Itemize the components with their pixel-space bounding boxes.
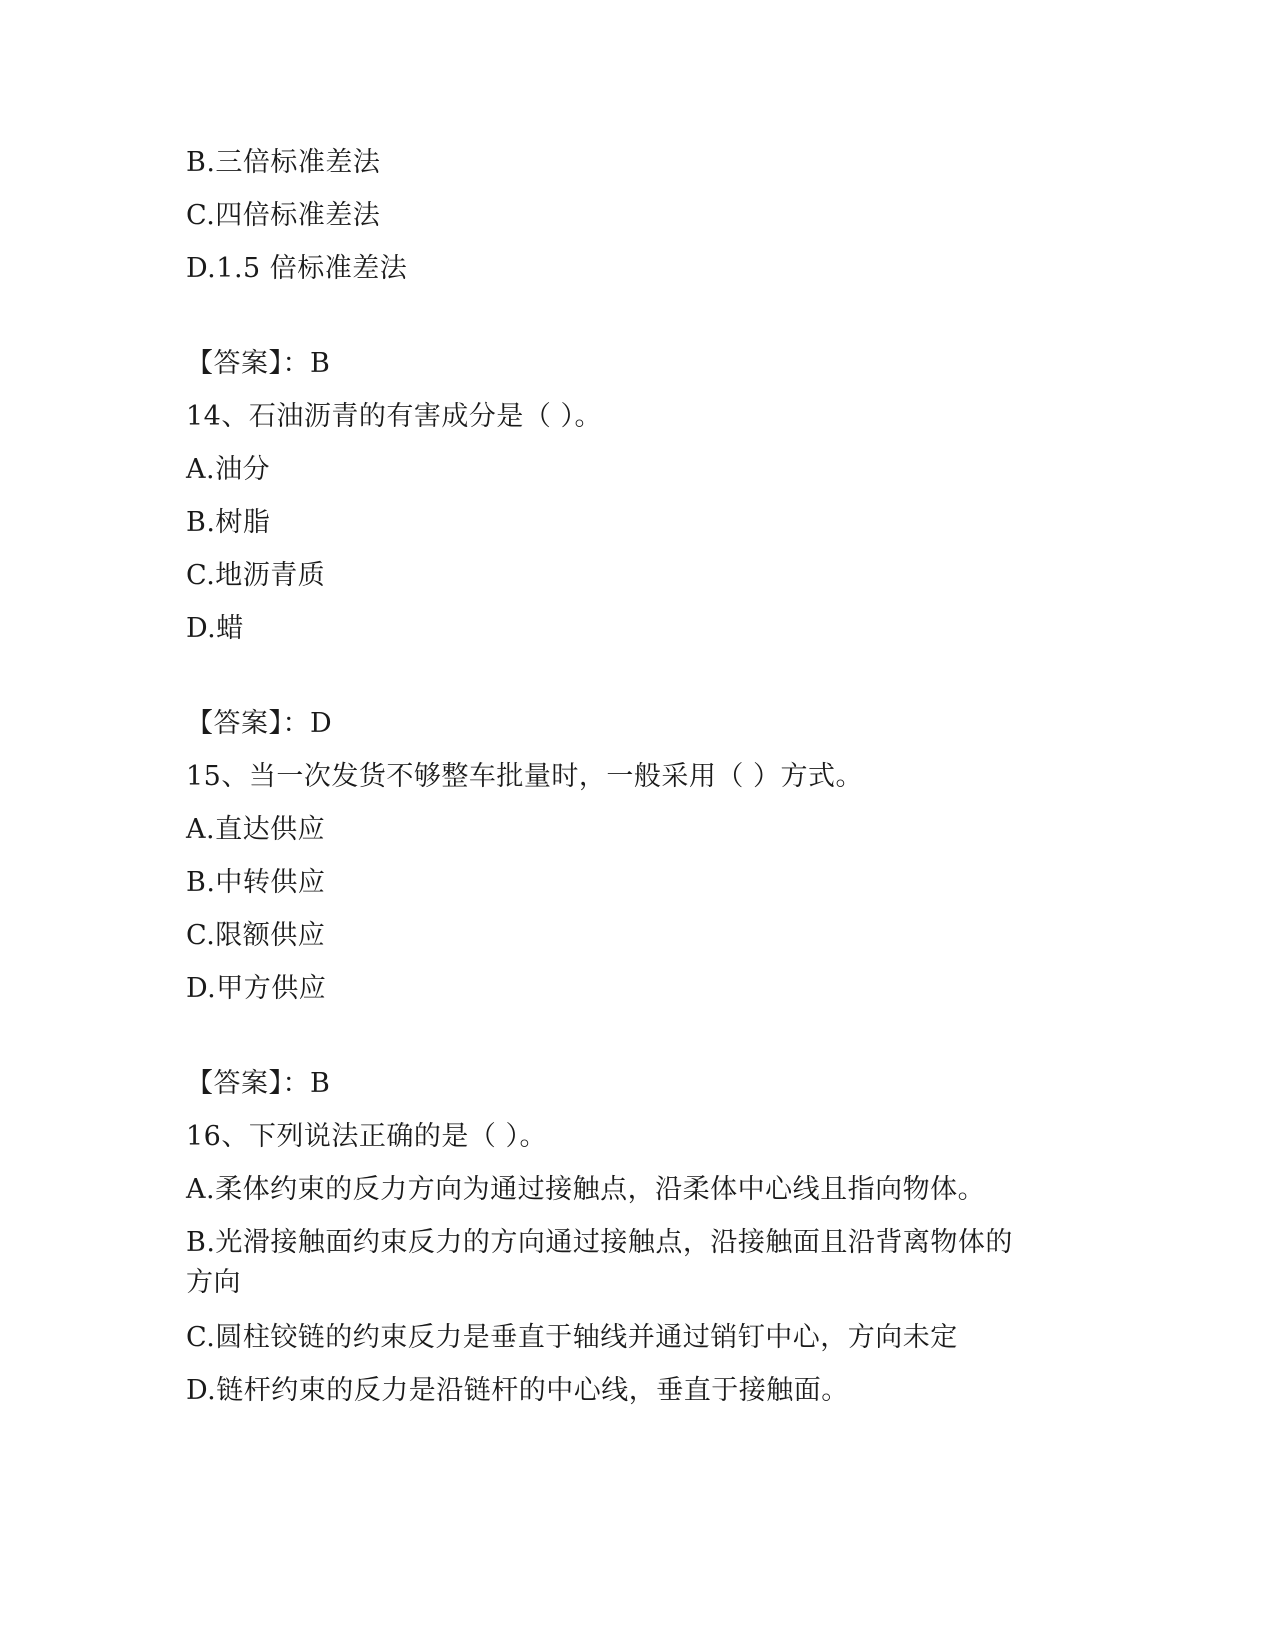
q16-option-c: C.圆柱铰链的约束反力是垂直于轴线并通过销钉中心，方向未定 [186, 1322, 958, 1353]
q14-option-a: A.油分 [186, 454, 271, 485]
q13-option-b: B.三倍标准差法 [186, 147, 381, 178]
q16-option-d: D.链杆约束的反力是沿链杆的中心线，垂直于接触面。 [186, 1375, 849, 1406]
q13-option-d: D.1.5 倍标准差法 [186, 253, 408, 284]
q14-option-d: D.蜡 [186, 613, 244, 644]
q16-option-b: B.光滑接触面约束反力的方向通过接触点，沿接触面且沿背离物体的 [186, 1227, 1013, 1258]
q15-option-c: C.限额供应 [186, 920, 326, 951]
q15-stem: 15、当一次发货不够整车批量时，一般采用（ ）方式。 [186, 761, 863, 792]
q16-option-b-continued: 方向 [186, 1267, 241, 1298]
q15-answer: 【答案】：B [186, 1068, 331, 1099]
q14-option-b: B.树脂 [186, 507, 271, 538]
q16-option-a: A.柔体约束的反力方向为通过接触点，沿柔体中心线且指向物体。 [186, 1174, 986, 1205]
q14-answer: 【答案】：D [186, 708, 333, 739]
q13-option-c: C.四倍标准差法 [186, 200, 381, 231]
q16-stem: 16、下列说法正确的是（ ）。 [186, 1121, 547, 1152]
q14-option-c: C.地沥青质 [186, 560, 326, 591]
q14-stem: 14、石油沥青的有害成分是（ ）。 [186, 401, 602, 432]
q15-option-d: D.甲方供应 [186, 973, 327, 1004]
q15-option-a: A.直达供应 [186, 814, 326, 845]
q13-answer: 【答案】：B [186, 348, 331, 379]
q15-option-b: B.中转供应 [186, 867, 326, 898]
